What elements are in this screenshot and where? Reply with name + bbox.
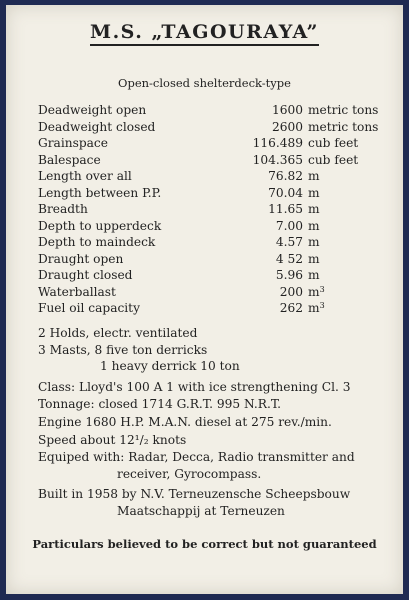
spec-label: Depth to upperdeck (38, 218, 162, 233)
class-line: Class: Lloyd's 100 A 1 with ice strengthening Cl. 3 (38, 380, 351, 394)
spec-row (38, 119, 378, 136)
spec-label: Grainspace (38, 136, 108, 150)
spec-value: 262 (279, 301, 303, 315)
equipped-block (38, 449, 378, 482)
unit-base: m (308, 284, 320, 299)
spec-label: Deadweight closed (38, 119, 156, 134)
spec-unit (308, 300, 325, 317)
spec-value: 7.00 (275, 218, 303, 233)
built-block (38, 486, 378, 519)
spec-value: 70.04 (268, 185, 303, 200)
spec-label: Depth to maindeck (38, 235, 156, 249)
spec-unit: cub feet (308, 152, 359, 167)
unit-superscript: 3 (319, 284, 325, 294)
engine-line: Engine 1680 H.P. M.A.N. diesel at 275 rev./min. (38, 415, 332, 429)
spec-unit: m (308, 268, 320, 282)
spec-value: 4.57 (275, 235, 303, 249)
spec-row (38, 201, 378, 218)
spec-label: Fuel oil capacity (38, 301, 140, 315)
spec-row (38, 168, 378, 185)
equipment-notes (38, 325, 378, 375)
spec-label: Waterballast (38, 284, 116, 299)
spec-unit: m (308, 169, 320, 183)
spec-row (38, 152, 378, 169)
spec-row (38, 300, 378, 317)
spec-sheet (6, 5, 403, 594)
spec-value: 4 52 (275, 251, 303, 266)
spec-unit: m (308, 251, 320, 266)
spec-unit: m (308, 235, 320, 249)
specs-table (38, 102, 378, 317)
spec-row (38, 102, 378, 119)
spec-value: 5.96 (275, 268, 303, 282)
spec-value: 104.365 (252, 152, 303, 167)
speed-line: Speed about 12¹/₂ knots (38, 433, 187, 447)
spec-row (38, 267, 378, 284)
spec-value: 1600 (271, 103, 303, 117)
spec-value: 11.65 (268, 202, 303, 216)
spec-row (38, 185, 378, 202)
heavy-derrick-line: 1 heavy derrick 10 ton (100, 359, 240, 373)
spec-label: Draught closed (38, 268, 133, 282)
spec-value: 200 (279, 284, 303, 299)
tonnage-line: Tonnage: closed 1714 G.R.T. 995 N.R.T. (38, 397, 282, 411)
spec-unit: metric tons (308, 119, 379, 134)
equipped-line-2: receiver, Gyrocompass. (117, 466, 262, 481)
built-line-2: Maatschappij at Terneuzen (117, 503, 285, 518)
spec-row (38, 218, 378, 235)
spec-label: Length between P.P. (38, 185, 162, 200)
spec-unit: m (308, 185, 320, 200)
spec-row (38, 234, 378, 251)
spec-unit: m (308, 218, 320, 233)
holds-line: 2 Holds, electr. ventilated (38, 326, 198, 340)
spec-unit: m (308, 202, 320, 216)
ship-type: Open-closed shelterdeck-type (118, 76, 291, 90)
spec-label: Balespace (38, 152, 101, 167)
disclaimer: Particulars believed to be correct but not guaranteed (32, 537, 377, 551)
spec-value: 76.82 (268, 169, 303, 183)
spec-value: 116.489 (252, 136, 303, 150)
spec-row (38, 135, 378, 152)
spec-label: Length over all (38, 169, 132, 183)
equipped-line-1: Equiped with: Radar, Decca, Radio transmitter and (38, 450, 355, 464)
ship-title (6, 21, 403, 43)
unit-superscript: 3 (319, 301, 325, 310)
spec-label: Deadweight open (38, 103, 147, 117)
spec-row (38, 284, 378, 301)
unit-base: m (308, 301, 320, 315)
spec-label: Breadth (38, 202, 88, 216)
spec-row (38, 251, 378, 268)
spec-value: 2600 (271, 119, 303, 134)
spec-unit: metric tons (308, 103, 379, 117)
spec-unit: cub feet (308, 136, 359, 150)
spec-label: Draught open (38, 251, 124, 266)
built-line-1: Built in 1958 by N.V. Terneuzensche Scheepsbouw (38, 487, 351, 501)
masts-line: 3 Masts, 8 five ton derricks (38, 342, 208, 357)
spec-unit (308, 284, 325, 301)
ship-title-text: M.S. „TAGOURAYA” (90, 21, 319, 46)
